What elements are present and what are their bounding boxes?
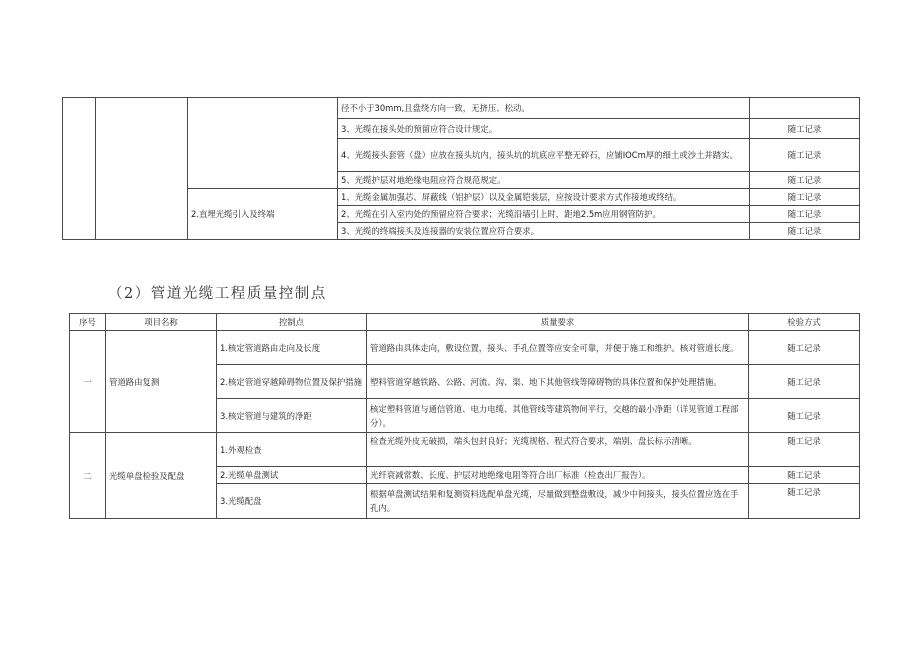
seq-cell: 二 bbox=[70, 433, 106, 519]
header-method: 检验方式 bbox=[749, 314, 860, 331]
req-cell: 4、光缆接头套管（盘）应放在接头坑内，接头坑的坑底应平整无碎石，应铺IOCm厚的细土或沙土并踏实。 bbox=[338, 139, 750, 172]
method-cell: 随工记录 bbox=[750, 206, 860, 223]
header-item: 项目名称 bbox=[106, 314, 217, 331]
control-cell: 2.直埋光缆引入及终端 bbox=[188, 189, 338, 240]
table-row bbox=[70, 433, 860, 467]
header-seq: 序号 bbox=[70, 314, 106, 331]
item-cell: 光缆单盘检验及配盘 bbox=[106, 433, 217, 519]
req-cell: 检查光缆外皮无破损，端头包封良好；光缆规格、程式符合要求，端别、盘长标示清晰。 bbox=[367, 433, 749, 467]
pipeline-quality-table bbox=[69, 313, 860, 519]
seq-cell bbox=[63, 98, 96, 240]
item-cell: 管道路由复测 bbox=[106, 331, 217, 433]
req-cell: 1、光缆金属加强芯、屏蔽线（铝护层）以及金属铠装层，应按设计要求方式作接地或终结。 bbox=[338, 189, 750, 206]
section-heading: （2）管道光缆工程质量控制点 bbox=[108, 286, 327, 302]
method-cell: 随工记录 bbox=[750, 189, 860, 206]
header-row bbox=[70, 314, 860, 331]
req-cell: 光纤衰减常数、长度、护层对地绝缘电阻等符合出厂标准（检查出厂报告）。 bbox=[367, 467, 749, 484]
method-cell: 随工记录 bbox=[750, 119, 860, 139]
req-cell: 3、光缆在接头处的预留应符合设计规定。 bbox=[338, 119, 750, 139]
req-cell: 核定塑料管道与通信管道、电力电缆、其他管线等建筑物间平行，交越的最小净距（详见管道工程部分）。 bbox=[367, 399, 749, 433]
method-cell bbox=[750, 98, 860, 119]
method-cell: 随工记录 bbox=[749, 433, 860, 467]
method-cell: 随工记录 bbox=[749, 331, 860, 365]
control-cell: 3.核定管道与建筑的净距 bbox=[217, 399, 367, 433]
control-cell: 2.光缆单盘测试 bbox=[217, 467, 367, 484]
direct-buried-table bbox=[62, 97, 860, 240]
method-cell: 随工记录 bbox=[749, 365, 860, 399]
method-cell: 随工记录 bbox=[749, 399, 860, 433]
table-row bbox=[63, 98, 860, 119]
req-cell: 管道路由具体走向，敷设位置，接头、手孔位置等应安全可靠，并便于施工和维护。核对管道长度。 bbox=[367, 331, 749, 365]
method-cell: 随工记录 bbox=[750, 172, 860, 189]
method-cell: 随工记录 bbox=[749, 484, 860, 519]
req-cell: 2、光缆在引入室内处的预留应符合要求；光缆沿墙引上时，距地2.5m应用钢管防护。 bbox=[338, 206, 750, 223]
header-control: 控制点 bbox=[217, 314, 367, 331]
req-cell: 径不小于30mm,且盘绕方向一致，无挤压、松动。 bbox=[338, 98, 750, 119]
control-cell: 1.核定管道路由走向及长度 bbox=[217, 331, 367, 365]
control-cell: 3.光缆配盘 bbox=[217, 484, 367, 519]
control-cell: 1.外观检查 bbox=[217, 433, 367, 467]
seq-cell: 一 bbox=[70, 331, 106, 433]
req-cell: 3、光缆的终端接头及连接器的安装位置应符合要求。 bbox=[338, 223, 750, 240]
method-cell: 随工记录 bbox=[749, 467, 860, 484]
req-cell: 根据单盘测试结果和复测资料选配单盘光缆，尽量做到整盘敷设，减少中间接头，接头位置应选在手孔内。 bbox=[367, 484, 749, 519]
method-cell: 随工记录 bbox=[750, 139, 860, 172]
table-row bbox=[70, 331, 860, 365]
item-cell bbox=[96, 98, 188, 240]
req-cell: 5、光缆护层对地绝缘电阻应符合规范规定。 bbox=[338, 172, 750, 189]
control-cell-empty bbox=[188, 98, 338, 189]
method-cell: 随工记录 bbox=[750, 223, 860, 240]
header-req: 质量要求 bbox=[367, 314, 749, 331]
control-cell: 2.核定管道穿越障碍物位置及保护措施 bbox=[217, 365, 367, 399]
req-cell: 塑料管道穿越铁路、公路、河流、沟、渠、地下其他管线等障碍物的具体位置和保护处理措施。 bbox=[367, 365, 749, 399]
